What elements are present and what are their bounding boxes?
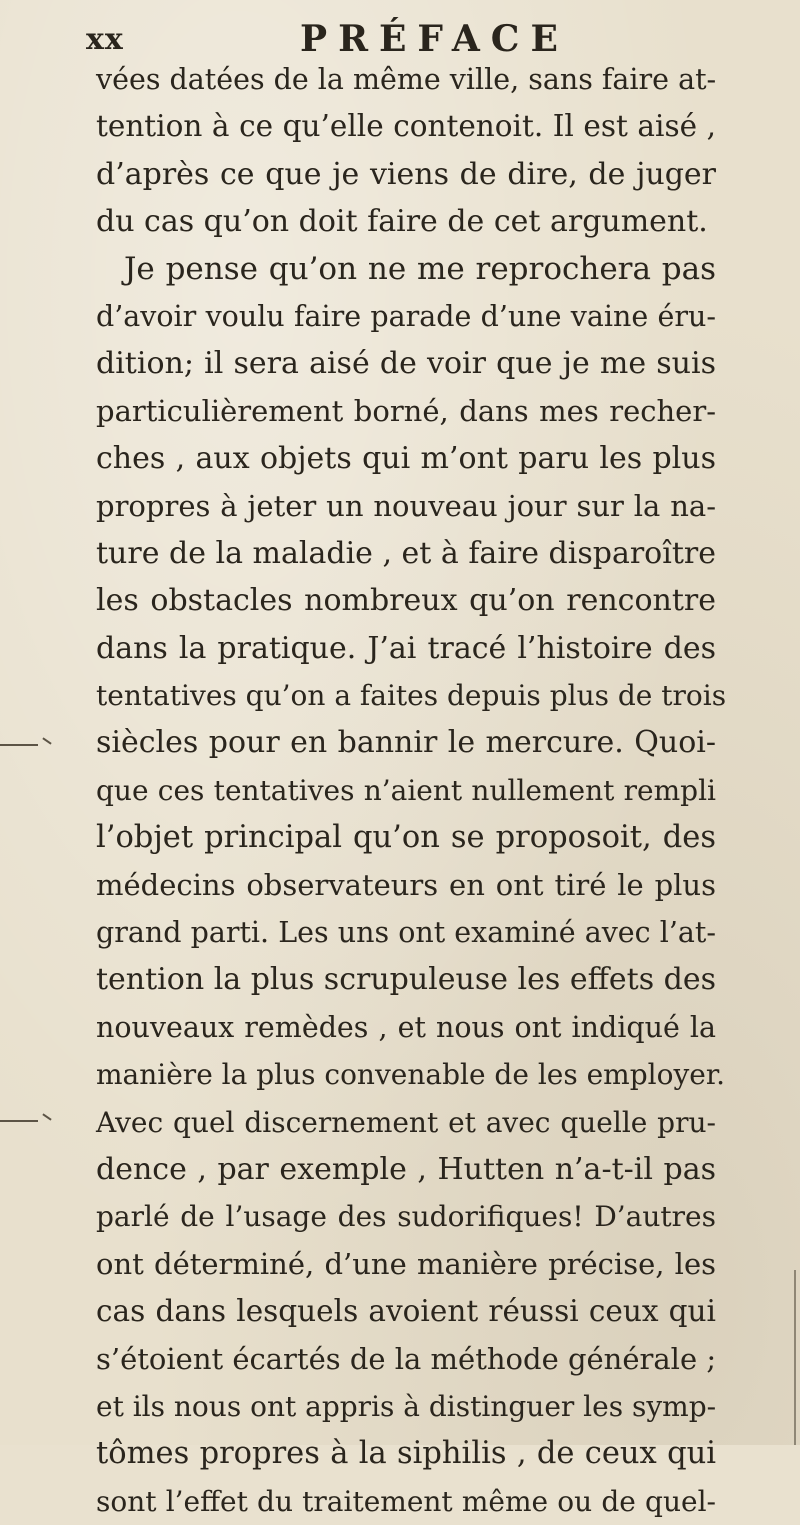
text-line: ture de la maladie , et à faire disparoître (96, 535, 716, 571)
text-line: les obstacles nombreux qu’on rencontre (96, 583, 716, 619)
text-line: tentatives qu’on a faites depuis plus de trois (96, 679, 727, 713)
text-line: ont déterminé, d’une manière précise, les (96, 1246, 716, 1281)
text-line: vées datées de la même ville, sans faire at- (96, 63, 717, 96)
text-line: tômes propres à la siphilis , de ceux qui (96, 1436, 716, 1472)
text-line: particulièrement borné, dans mes recher- (96, 393, 716, 428)
text-line: l’objet principal qu’on se proposoit, des (96, 820, 716, 856)
text-line: ches , aux objets qui m’ont paru les plus (96, 441, 716, 477)
margin-mark (0, 744, 38, 746)
text-line: cas dans lesquels avoient réussi ceux qui (96, 1294, 716, 1329)
text-line: sont l’effet du traitement même ou de quel- (96, 1484, 716, 1518)
text-line: dans la pratique. J’ai tracé l’histoire des (96, 630, 716, 666)
text-line: du cas qu’on doit faire de cet argument. (96, 204, 708, 240)
text-line: et ils nous ont appris à distinguer les symp- (96, 1389, 717, 1423)
page-edge-shadow (794, 1270, 796, 1445)
text-line: dence , par exemple , Hutten n’a-t-il pas (96, 1151, 716, 1187)
text-line: que ces tentatives n’aient nullement rempli (96, 773, 716, 807)
text-line: manière la plus convenable de les employer. (96, 1058, 726, 1092)
folio-number: xx (86, 22, 124, 57)
text-line: dition; il sera aisé de voir que je me suis (96, 346, 716, 382)
text-line: s’étoient écartés de la méthode générale ; (96, 1341, 717, 1376)
text-line: médecins observateurs en ont tiré le plus (96, 867, 716, 902)
text-line: tention à ce qu’elle contenoit. Il est aisé , (96, 109, 716, 144)
margin-tick (42, 737, 51, 744)
text-line: d’avoir voulu faire parade d’une vaine éru- (96, 299, 716, 333)
margin-mark (0, 1120, 38, 1122)
margin-tick (42, 1113, 51, 1120)
text-line: tention la plus scrupuleuse les effets des (96, 962, 716, 998)
body-text (96, 56, 727, 1525)
text-line: Avec quel discernement et avec quelle pru- (96, 1105, 716, 1139)
text-line: nouveaux remèdes , et nous ont indiqué la (96, 1010, 716, 1044)
text-line: Je pense qu’on ne me reprochera pas (124, 250, 716, 287)
text-line: siècles pour en bannir le mercure. Quoi- (96, 725, 716, 761)
text-line: grand parti. Les uns ont examiné avec l’at- (96, 916, 716, 950)
text-line: d’après ce que je viens de dire, de juger (96, 156, 716, 192)
text-line: parlé de l’usage des sudorifiques! D’autres (96, 1200, 716, 1234)
running-head: PRÉFACE (300, 18, 569, 60)
text-line: propres à jeter un nouveau jour sur la na- (96, 488, 716, 523)
